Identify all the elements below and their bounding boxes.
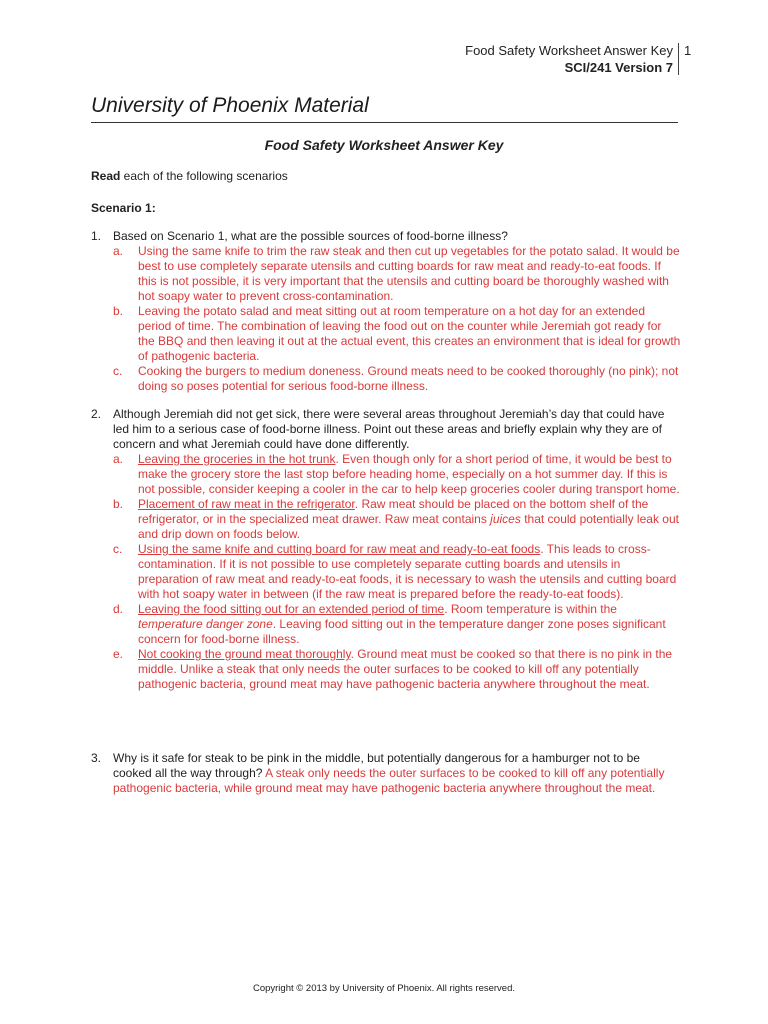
answer-text bbox=[138, 542, 681, 602]
answer-body: . This leads to cross-contamination. If it is not possible to use completely separate cutting boards and utensils in preparation of raw meat and ready-to-eat foods, it is necessary to wash the utensils and cutting board with hot soapy water in between (if the raw meat is prepared before the ready-to-eat foods). bbox=[138, 542, 677, 601]
answer-body-continued: that could potentially leak out and drip down on foods below. bbox=[138, 512, 679, 541]
answer-body: . Even though only for a short period of time, it would be best to make the grocery store the last stop before heading home, especially on a hot summer day. If this is not possible, consider keeping a cooler in the car to help keep groceries cooler during transport home. bbox=[138, 452, 680, 496]
answer-item bbox=[91, 244, 681, 304]
intro-rest: each of the following scenarios bbox=[120, 169, 288, 183]
question-1 bbox=[91, 229, 681, 394]
answer-letter: d. bbox=[113, 602, 124, 616]
document-title: Food Safety Worksheet Answer Key bbox=[264, 137, 504, 153]
question-3 bbox=[91, 751, 681, 796]
answer-letter: e. bbox=[113, 647, 124, 661]
answer-lead: Not cooking the ground meat thoroughly bbox=[138, 647, 351, 661]
answer-letter: c. bbox=[113, 542, 123, 556]
question-number: 2. bbox=[91, 407, 102, 421]
answer-text bbox=[138, 647, 681, 692]
answer-emphasis: temperature danger zone bbox=[138, 617, 273, 631]
intro-bold: Read bbox=[91, 169, 121, 183]
answer-lead: Leaving the food sitting out for an extended period of time bbox=[138, 602, 445, 616]
question-text: Based on Scenario 1, what are the possible sources of food-borne illness? bbox=[113, 229, 508, 243]
answer-text bbox=[138, 452, 681, 497]
header-divider bbox=[678, 43, 679, 75]
answer-item bbox=[91, 542, 681, 602]
question-answer: A steak only needs the outer surfaces to be cooked to kill off any potentially pathogenic bacteria, while ground meat may have pathogenic bacteria anywhere throughout the meat. bbox=[113, 766, 665, 795]
question-number: 1. bbox=[91, 229, 102, 243]
answer-list bbox=[91, 244, 681, 394]
question-2 bbox=[91, 407, 681, 692]
answer-item bbox=[91, 304, 681, 364]
answer-text bbox=[138, 602, 681, 647]
answer-letter: b. bbox=[113, 497, 124, 511]
answer-body: . Room temperature is within the bbox=[444, 602, 617, 616]
answer-body: . Ground meat must be cooked so that there is no pink in the middle. Unlike a steak that only needs the outer surfaces to be cooked to kill off any potentially pathogenic bacteria, ground meat may have pathogenic bacteria anywhere throughout the meat. bbox=[138, 647, 673, 691]
answer-text bbox=[138, 497, 681, 542]
answer-item bbox=[91, 364, 681, 394]
question-number: 3. bbox=[91, 751, 102, 765]
answer-body-continued: . Leaving food sitting out in the temperature danger zone poses significant concern for food-borne illness. bbox=[138, 617, 666, 646]
answer-item bbox=[91, 602, 681, 647]
answer-letter: a. bbox=[113, 452, 124, 466]
answer-list bbox=[91, 452, 681, 692]
intro-text bbox=[91, 169, 288, 183]
answer-text: Cooking the burgers to medium doneness. Ground meats need to be cooked thoroughly (no pink); not doing so poses potential for serious food-borne illness. bbox=[138, 364, 679, 393]
answer-lead: Leaving the groceries in the hot trunk bbox=[138, 452, 336, 466]
header-title: Food Safety Worksheet Answer Key bbox=[465, 43, 673, 58]
question-text bbox=[113, 751, 681, 796]
answer-letter: b. bbox=[113, 304, 124, 318]
question-body: Why is it safe for steak to be pink in the middle, but potentially dangerous for a hamburger not to be cooked all the way through? bbox=[113, 751, 640, 780]
header-version: SCI/241 Version 7 bbox=[564, 60, 673, 75]
answer-text: Using the same knife to trim the raw steak and then cut up vegetables for the potato salad. It would be best to use completely separate utensils and cutting boards for raw meat and ready-to-eat foods. If this is not possible, it is very important that the utensils and cutting board be thoroughly washed with hot soapy water to prevent cross-contamination. bbox=[138, 244, 680, 303]
answer-item bbox=[91, 452, 681, 497]
answer-text: Leaving the potato salad and meat sitting out at room temperature on a hot day for an extended period of time. The combination of leaving the food out on the counter while Jeremiah got ready for the BBQ and then leaving it out at the actual event, this creates an environment that is ideal for growth of pathogenic bacteria. bbox=[138, 304, 681, 363]
answer-letter: c. bbox=[113, 364, 123, 378]
answer-lead: Using the same knife and cutting board for raw meat and ready-to-eat foods bbox=[138, 542, 541, 556]
answer-body: . Raw meat should be placed on the bottom shelf of the refrigerator, or in the specialized meat drawer. Raw meat contains bbox=[138, 497, 649, 526]
scenario-heading: Scenario 1: bbox=[91, 201, 156, 215]
banner-rule bbox=[91, 122, 678, 123]
question-text: Although Jeremiah did not get sick, there were several areas throughout Jeremiah’s day that could have led him to a serious case of food-borne illness. Point out these areas and briefly explain why they are of concern and what Jeremiah could have done differently. bbox=[113, 407, 665, 451]
answer-item bbox=[91, 647, 681, 692]
banner-title: University of Phoenix Material bbox=[91, 94, 369, 117]
footer-copyright: Copyright © 2013 by University of Phoenix. All rights reserved. bbox=[252, 983, 516, 994]
answer-letter: a. bbox=[113, 244, 124, 258]
page-number: 1 bbox=[684, 43, 692, 58]
answer-emphasis: juices bbox=[490, 512, 521, 526]
answer-lead: Placement of raw meat in the refrigerator bbox=[138, 497, 355, 511]
answer-item bbox=[91, 497, 681, 542]
